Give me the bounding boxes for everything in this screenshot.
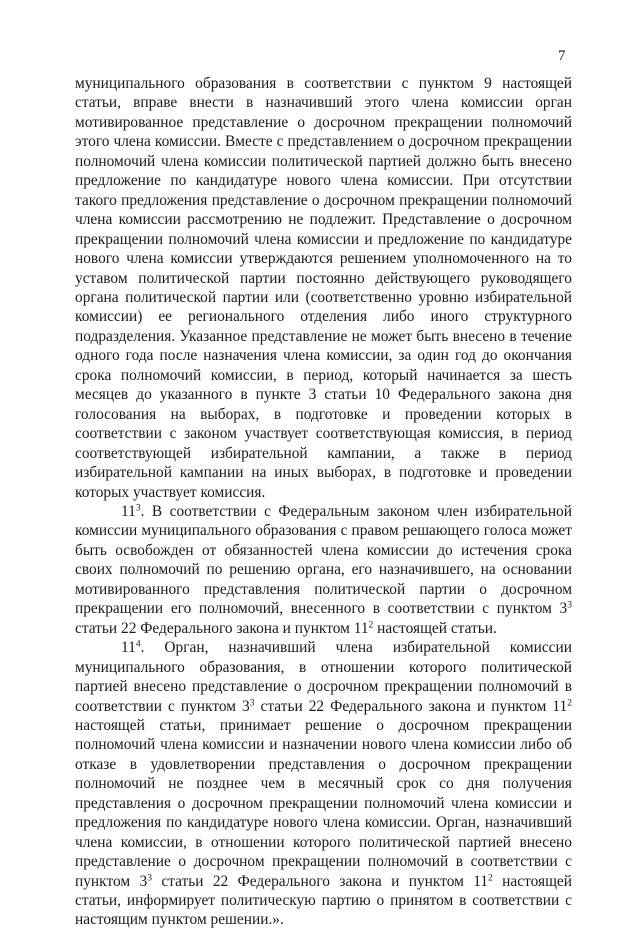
- text-segment: . В соответствии с Федеральным законом член избирательной комиссии муниципального образования с правом решающего голоса может быть освобожден от обязанностей члена комиссии до истечения срока своих полномочий по решению органа, его назначившего, на основании мотивированного представления политической партии о досрочном прекращении его полномочий, внесенного в соответствии с пунктом 3: [75, 502, 572, 618]
- superscript: 3: [147, 871, 152, 883]
- superscript: 3: [135, 502, 141, 514]
- document-body: [75, 74, 572, 930]
- superscript: 2: [488, 871, 493, 883]
- clause-number: 11: [121, 639, 136, 657]
- text-segment: муниципального образования в соответствии с пунктом 9 настоящей статьи, вправе внести в назначивший этого члена комиссии орган мотивированное представление о досрочном прекращении полномочий этого члена комиссии. Вместе с представлением о досрочном прекращении полномочий члена комиссии политической партией должно быть внесено предложение по кандидатуре нового члена комиссии. При отсутствии такого предложения представление о досрочном прекращении полномочий члена комиссии рассмотрению не подлежит. Представление о досрочном прекращении полномочий члена комиссии и предложение по кандидатуре нового члена комиссии утверждаются решением уполномоченного на то уставом политической партии постоянно действующего руководящего органа политической партии или (соответственно уровню избирательной комиссии) ее регионального отделения либо иного структурного подразделения. Указанное представление не может быть внесено в течение одного года после назначения члена комиссии, за один год до окончания срока полномочий комиссии, в период, который начинается за шесть месяцев до указанного в пункте 3 статьи 10 Федерального закона дня голосования на выборах, в подготовке и проведении которых в соответствии с законом участвует соответствующая комиссия, в период соответствующей избирательной кампании, а также в период избирательной кампании на иных выборах, в подготовке и проведении которых участвует комиссия.: [75, 75, 572, 501]
- text-segment: настоящей статьи, информирует политическую партию о принятом в соответствии с настоящим пунктом решении.».: [75, 872, 572, 929]
- paragraph-continuation: [75, 74, 572, 502]
- paragraph-11-4: [75, 638, 572, 930]
- text-segment: настоящей статьи.: [373, 619, 497, 637]
- text-segment: . Орган, назначивший члена избирательной комиссии муниципального образования, в отношении которого политической партией внесено представление о досрочном прекращении полномочий в соответствии с пунктом 3: [75, 639, 572, 715]
- text-segment: статьи 22 Федерального закона и пунктом 11: [75, 619, 369, 637]
- clause-number: 11: [121, 502, 136, 520]
- text-segment: статьи 22 Федерального закона и пунктом 11: [254, 697, 568, 715]
- superscript: 2: [567, 696, 573, 708]
- text-segment: статьи 22 Федерального закона и пунктом 11: [151, 872, 489, 890]
- superscript: 2: [368, 618, 374, 630]
- paragraph-11-3: [75, 502, 572, 638]
- page-number: 7: [558, 48, 566, 64]
- superscript: 3: [249, 696, 255, 708]
- text-segment: настоящей статьи, принимает решение о досрочном прекращении полномочий члена комиссии и назначении нового члена комиссии либо об отказе в удовлетворении представления о досрочном прекращении полномочий не позднее чем в месячный срок со дня получения представления о досрочном прекращении полномочий члена комиссии и предложения по кандидатуре нового члена комиссии. Орган, назначивший члена комиссии, в отношении которого политической партией внесено представление о досрочном прекращении полномочий в соответствии с пунктом 3: [75, 716, 572, 890]
- superscript: 4: [135, 638, 141, 650]
- superscript: 3: [567, 599, 572, 611]
